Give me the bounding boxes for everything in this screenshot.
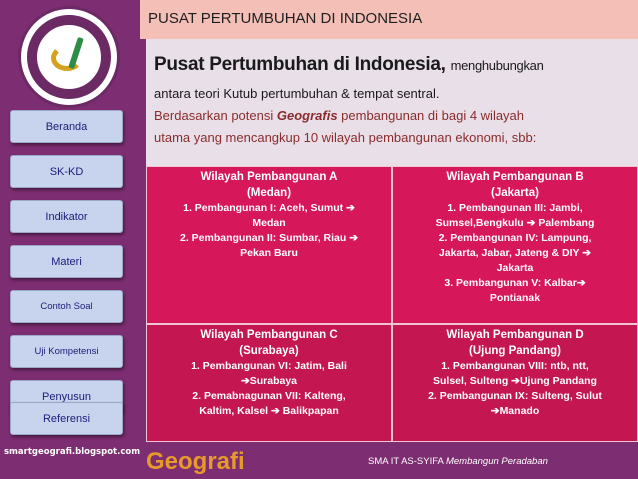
nav-beranda-button[interactable]: Beranda — [10, 110, 123, 143]
region-c-item: 1. Pembangunan VI: Jatim, Bali — [191, 360, 347, 372]
footer-bar — [140, 442, 638, 479]
region-a-city: (Medan) — [246, 187, 292, 199]
school-logo — [18, 6, 120, 108]
region-a-item: 2. Pembangunan II: Sumbar, Riau ➔ — [180, 232, 358, 244]
region-d-item: ➔Manado — [490, 405, 540, 417]
nav-penyusun-button[interactable]: Penyusun — [10, 380, 123, 413]
intro-line-3-a: Berdasarkan potensi — [154, 108, 277, 123]
region-d-item: Sulsel, Sulteng ➔Ujung Pandang — [433, 375, 597, 387]
intro-keyword: Geografis — [276, 108, 338, 123]
regions-table — [146, 166, 638, 442]
intro-line-3 — [154, 108, 524, 123]
footer-brand: Geografi — [146, 448, 245, 475]
header-bar — [140, 0, 638, 39]
region-b-city: (Jakarta) — [491, 187, 539, 199]
nav-indikator-button[interactable]: Indikator — [10, 200, 123, 233]
region-b-cell — [392, 166, 638, 324]
region-d-city: (Ujung Pandang) — [469, 345, 561, 357]
region-c-cell — [146, 324, 392, 442]
footer-tagline: Membangun Peradaban — [445, 456, 548, 467]
intro-heading-rest: menghubungkan — [450, 58, 544, 73]
intro-line-2: antara teori Kutub pertumbuhan & tempat sentral. — [154, 86, 440, 101]
nav-uji-kompetensi-button[interactable]: Uji Kompetensi — [10, 335, 123, 368]
region-b-item: 3. Pembangunan V: Kalbar➔ — [444, 277, 586, 289]
site-url[interactable]: smartgeografi.blogspot.com — [4, 447, 141, 457]
region-b-item: Jakarta, Jabar, Jateng & DIY ➔ — [438, 247, 592, 259]
region-b-item: Jakarta — [496, 262, 534, 274]
nav-materi-button[interactable]: Materi — [10, 245, 123, 278]
region-d-item: 1. Pembangunan VIII: ntb, ntt, — [441, 360, 589, 372]
region-c-city: (Surabaya) — [239, 345, 299, 357]
region-c-item: ➔Surabaya — [240, 375, 298, 387]
intro-line-4: utama yang mencangkup 10 wilayah pembangunan ekonomi, sbb: — [154, 130, 537, 145]
region-d-cell — [392, 324, 638, 442]
region-b-item: Sumsel,Bengkulu ➔ Palembang — [435, 217, 595, 229]
intro-line-3-b: pembangunan di bagi 4 wilayah — [337, 108, 525, 123]
nav-contoh-soal-button[interactable]: Contoh Soal — [10, 290, 123, 323]
region-c-item: 2. Pemabnagunan VII: Kalteng, — [192, 390, 346, 402]
region-b-item: Pontianak — [489, 292, 541, 304]
region-a-cell — [146, 166, 392, 324]
region-b-title: Wilayah Pembangunan B — [446, 171, 584, 183]
footer-school-name: SMA IT AS-SYIFA — [368, 456, 446, 467]
region-c-item: Kaltim, Kalsel ➔ Balikpapan — [199, 405, 339, 417]
region-a-item: Medan — [252, 217, 286, 229]
region-d-item: 2. Pembangunan IX: Sulteng, Sulut — [428, 390, 602, 402]
region-a-item: Pekan Baru — [240, 247, 298, 259]
region-d-title: Wilayah Pembangunan D — [446, 329, 584, 341]
intro-heading-bold: Pusat Pertumbuhan di Indonesia, — [154, 54, 446, 75]
region-c-title: Wilayah Pembangunan C — [200, 329, 338, 341]
intro-heading — [154, 54, 544, 76]
page-title: PUSAT PERTUMBUHAN DI INDONESIA — [148, 10, 423, 27]
nav-referensi-button[interactable]: Referensi — [10, 402, 123, 435]
footer-school — [368, 456, 548, 467]
region-b-item: 1. Pembangunan III: Jambi, — [447, 202, 583, 214]
region-a-item: 1. Pembangunan I: Aceh, Sumut ➔ — [183, 202, 355, 214]
region-b-item: 2. Pembangunan IV: Lampung, — [438, 232, 592, 244]
sidebar — [0, 0, 140, 479]
nav-sk-kd-button[interactable]: SK-KD — [10, 155, 123, 188]
region-a-title: Wilayah Pembangunan A — [200, 171, 338, 183]
